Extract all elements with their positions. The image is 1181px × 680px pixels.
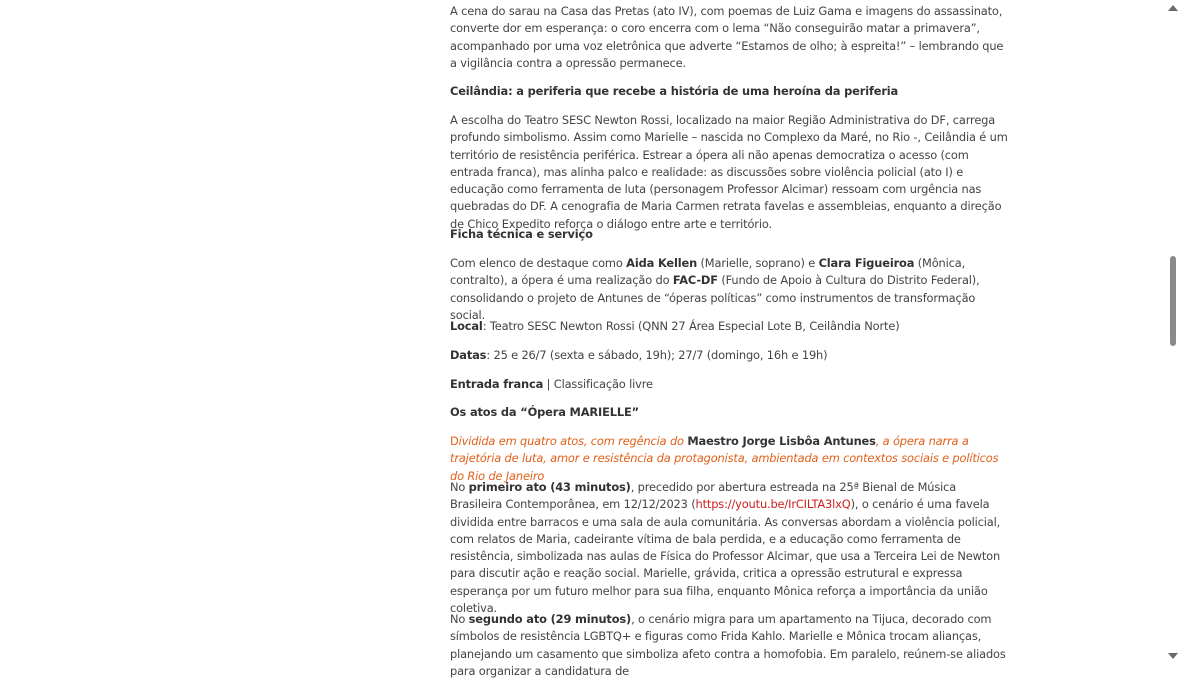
- local-line: [450, 318, 1010, 335]
- maestro-name: Maestro Jorge Lisbôa Antunes: [687, 434, 876, 448]
- text-segment: , o cenário migra para um apartamento na Tijuca, decorado com símbolos de resistência LGBTQ+ e figuras como Frida Kahlo. Marielle e Mônica trocam alianças, planejando um casamento que simboliza afeto contra a homofobia. Em paralelo, reúnem-se aliados para organizar a candidatura de: [450, 612, 1006, 678]
- youtube-link[interactable]: https://youtu.be/IrCILTA3lxQ: [695, 497, 851, 512]
- segundo-ato-label: segundo ato (29 minutos): [468, 612, 632, 626]
- vertical-scrollbar[interactable]: [1166, 0, 1181, 664]
- text-segment: No: [450, 480, 469, 494]
- datas-line: [450, 347, 1010, 364]
- text-segment: Com elenco de destaque como: [450, 256, 627, 270]
- text-segment: , precedido por abertura estreada na 25ª Bienal de Música Brasileira Contemporânea, em 12/12/2023 (: [450, 480, 957, 512]
- paragraph-sarau: A cena do sarau na Casa das Pretas (ato IV), com poemas de Luiz Gama e imagens do assassinato, converte dor em esperança: o coro encerra com o lema “Não conseguirão matar a primavera”, acompanhado por uma voz eletrônica que adverte “Estamos de olho; à espreita!” – lembrando que a vigilância contra a opressão permanece.: [450, 4, 1004, 70]
- text-segment: , a ópera narra a trajetória de luta, amor e resistência da protagonista, ambientada em contextos sociais e políticos do Rio de Janeiro: [450, 434, 999, 483]
- scrollbar-thumb[interactable]: [1170, 256, 1176, 346]
- paragraph-primeiro-ato: [450, 479, 1010, 617]
- local-value: : Teatro SESC Newton Rossi (QNN 27 Área Especial Lote B, Ceilândia Norte): [482, 319, 900, 333]
- heading-atos: Os atos da “Ópera MARIELLE”: [450, 405, 639, 419]
- drop-initial: D: [450, 434, 459, 448]
- entrada-value: | Classificação livre: [543, 377, 653, 391]
- text-segment: ividida em quatro atos, com regência do: [458, 434, 688, 448]
- text-segment: (Marielle, soprano) e: [697, 256, 819, 270]
- datas-value: : 25 e 26/7 (sexta e sábado, 19h); 27/7 (domingo, 16h e 19h): [486, 348, 828, 362]
- text-segment: (Fundo de Apoio à Cultura do Distrito Federal), consolidando o projeto de Antunes de “óperas políticas” como instrumentos de transformação social.: [450, 273, 980, 322]
- cast-aida-kellen: Aida Kellen: [626, 256, 698, 270]
- paragraph-elenco: [450, 255, 1010, 324]
- cast-clara-figueiroa: Clara Figueiroa: [818, 256, 915, 270]
- heading-ceilandia: Ceilândia: a periferia que recebe a história de uma heroína da periferia: [450, 84, 899, 98]
- fac-df-label: FAC-DF: [672, 273, 718, 288]
- entrada-line: [450, 376, 1010, 393]
- paragraph-atos-intro: [450, 433, 1010, 485]
- text-segment: No: [450, 612, 469, 626]
- paragraph-ceilandia: A escolha do Teatro SESC Newton Rossi, localizado na maior Região Administrativa do DF, carrega profundo simbolismo. Assim como Marielle – nascida no Complexo da Maré, no Rio -, Ceilândia é um território de resistência periférica. Estrear a ópera ali não apenas democratiza o acesso (com entrada franca), mas alinha palco e realidade: as discussões sobre violência policial (ato I) e educação como ferramenta de luta (personagem Professor Alcimar) ressoam com urgência nas quebradas do DF. A cenografia de Maria Carmen retrata favelas e assembleias, enquanto a direção de Chico Expedito reforça o diálogo entre arte e território.: [450, 113, 1008, 231]
- entrada-label: Entrada franca: [450, 377, 544, 391]
- paragraph-segundo-ato: [450, 611, 1010, 680]
- text-segment: ), o cenário é uma favela dividida entre barracos e uma sala de aula comunitária. As conversas abordam a violência policial, com relatos de Maria, cadeirante vítima de bala perdida, e a educação como ferramenta de resistência, simbolizada nas aulas de Física do Professor Alcimar, que usa a Terceira Lei de Newton para discutir ação e reação social. Marielle, grávida, critica a opressão estrutural e expressa esperança por um futuro melhor para sua filha, enquanto Mônica reforça a importância da união coletiva.: [450, 497, 1001, 616]
- intro-text: [450, 434, 998, 483]
- scroll-up-arrow-icon[interactable]: [1168, 5, 1178, 11]
- scroll-down-arrow-icon[interactable]: [1168, 653, 1178, 659]
- primeiro-ato-label: primeiro ato (43 minutos): [468, 480, 631, 494]
- datas-label: Datas: [450, 348, 487, 362]
- local-label: Local: [450, 319, 483, 333]
- text-segment: (Mônica, contralto), a ópera é uma realização do: [450, 256, 966, 288]
- heading-ficha-tecnica: Ficha técnica e serviço: [450, 227, 593, 241]
